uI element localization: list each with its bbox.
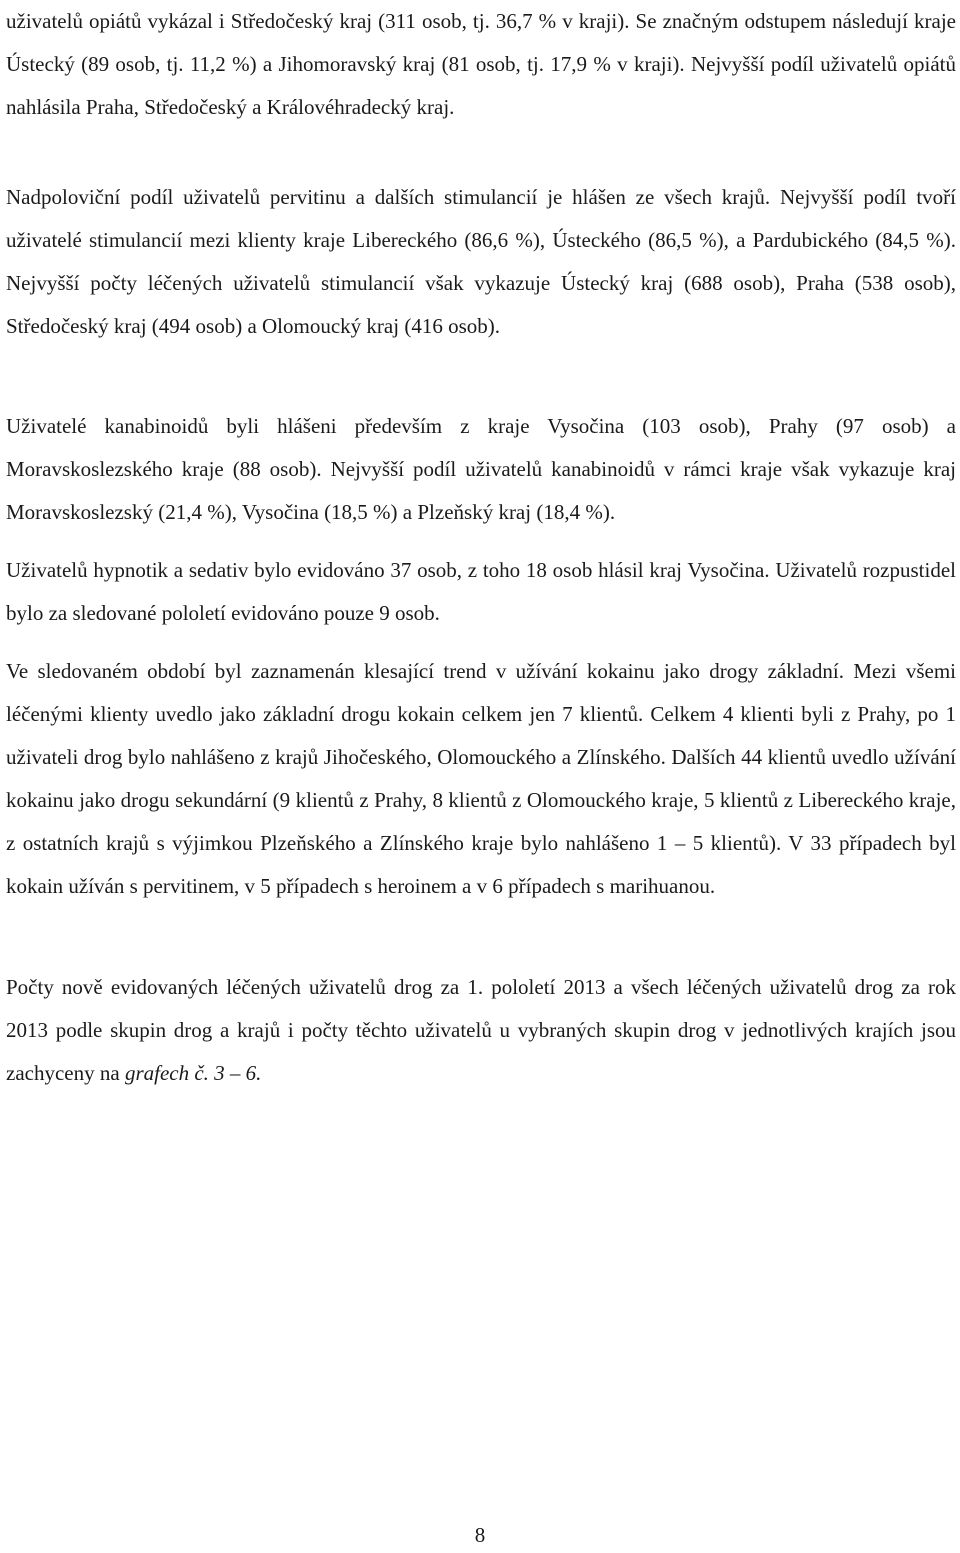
graph-reference-end: .: [256, 1061, 262, 1085]
paragraph-graph-reference-text: Počty nově evidovaných léčených uživatelů drog za 1. pololetí 2013 a všech léčených uživatelů drog za rok 2013 podle skupin drog a krajů i počty těchto uživatelů u vybraných skupin drog v jednotlivých krajích jsou zachyceny na: [6, 975, 956, 1085]
page-number: 8: [474, 1523, 486, 1547]
graph-reference-link: grafech č. 3 – 6: [124, 1061, 257, 1085]
document-page: [6, 0, 956, 1553]
paragraph-cannabinoids: Uživatelé kanabinoidů byli hlášeni především z kraje Vysočina (103 osob), Prahy (97 osob) a Moravskoslezského kraje (88 osob). Nejvyšší podíl uživatelů kanabinoidů v rámci kraje však vykazuje kraj Moravskoslezský (21,4 %), Vysočina (18,5 %) a Plzeňský kraj (18,4 %).: [6, 414, 956, 524]
paragraph-graph-reference: [6, 966, 956, 1095]
paragraph-hypnotics-solvents: Uživatelů hypnotik a sedativ bylo evidováno 37 osob, z toho 18 osob hlásil kraj Vysočina. Uživatelů rozpustidel bylo za sledované pololetí evidováno pouze 9 osob.: [6, 558, 956, 625]
paragraph-stimulants: Nadpoloviční podíl uživatelů pervitinu a dalších stimulancií je hlášen ze všech krajů. Nejvyšší podíl tvoří uživatelé stimulancií mezi klienty kraje Libereckého (86,6 %), Ústeckého (86,5 %), a Pardubického (84,5 %). Nejvyšší počty léčených uživatelů stimulancií však vykazuje Ústecký kraj (688 osob), Praha (538 osob), Středočeský kraj (494 osob) a Olomoucký kraj (416 osob).: [6, 185, 956, 338]
paragraph-cocaine: Ve sledovaném období byl zaznamenán klesající trend v užívání kokainu jako drogy základní. Mezi všemi léčenými klienty uvedlo jako základní drogu kokain celkem jen 7 klientů. Celkem 4 klienti byli z Prahy, po 1 uživateli drog bylo nahlášeno z krajů Jihočeského, Olomouckého a Zlínského. Dalších 44 klientů uvedlo užívání kokainu jako drogu sekundární (9 klientů z Prahy, 8 klientů z Olomouckého kraje, 5 klientů z Libereckého kraje, z ostatních krajů s výjimkou Plzeňského a Zlínského kraje bylo nahlášeno 1 – 5 klientů). V 33 případech byl kokain užíván s pervitinem, v 5 případech s heroinem a v 6 případech s marihuanou.: [6, 659, 956, 898]
paragraph-opiates: uživatelů opiátů vykázal i Středočeský kraj (311 osob, tj. 36,7 % v kraji). Se značným odstupem následují kraje Ústecký (89 osob, tj. 11,2 %) a Jihomoravský kraj (81 osob, tj. 17,9 % v kraji). Nejvyšší podíl uživatelů opiátů nahlásila Praha, Středočeský a Královéhradecký kraj.: [6, 9, 956, 119]
